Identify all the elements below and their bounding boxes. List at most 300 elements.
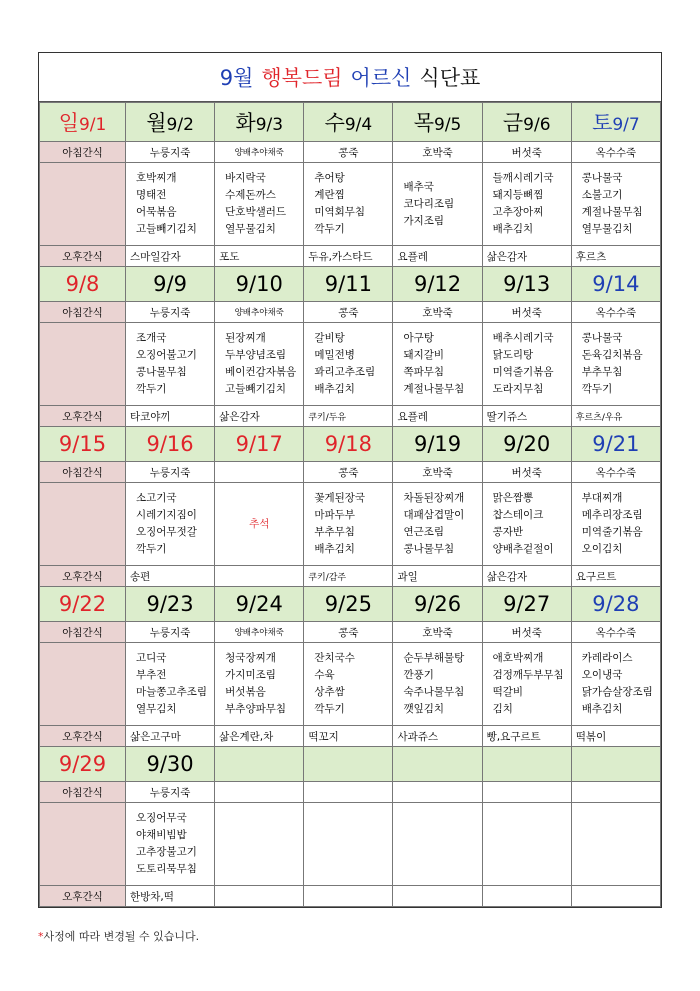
date-cell [304, 747, 393, 782]
menu-item: 고추장아찌 [492, 206, 544, 218]
menu-item: 메추리장조림 [581, 509, 643, 521]
menu-item: 깍두기 [581, 383, 613, 395]
lunch-row [40, 323, 661, 406]
lunch-row [40, 483, 661, 566]
afternoon-snack-cell: 떡볶이 [571, 726, 660, 747]
morning-snack-cell: 누룽지죽 [126, 142, 215, 163]
date-cell [126, 587, 215, 622]
afternoon-snack-cell [482, 886, 571, 907]
afternoon-snack-cell: 스마일감자 [126, 246, 215, 267]
date-label: 9/23 [146, 592, 194, 616]
date-cell [215, 103, 304, 142]
morning-snack-cell: 버섯죽 [482, 622, 571, 643]
afternoon-snack-cell: 요구르트 [571, 566, 660, 587]
menu-item: 깍두기 [314, 223, 345, 235]
date-label: 9/14 [592, 272, 640, 296]
menu-item: 배추김치 [581, 703, 623, 715]
date-label: 9/29 [58, 752, 107, 776]
lunch-row [40, 643, 661, 726]
date-cell [571, 587, 660, 622]
lunch-cell [126, 163, 215, 246]
menu-item: 계절나물무침 [403, 383, 465, 395]
afternoon-snack-cell: 후르츠 [571, 246, 660, 267]
weekday-label: 월 [146, 111, 167, 135]
title-brand: 행복드림 [261, 66, 343, 90]
date-cell [215, 747, 304, 782]
lunch-label-cell [40, 643, 126, 726]
date-label: 9/22 [58, 592, 107, 616]
afternoon-snack-cell: 요플레 [393, 406, 482, 427]
afternoon-snack-cell: 떡꼬지 [304, 726, 393, 747]
menu-item: 꽃게된장국 [314, 492, 366, 504]
lunch-cell [304, 163, 393, 246]
date-label: 9/6 [523, 115, 551, 135]
menu-item: 김치 [492, 703, 513, 715]
afternoon-snack-cell: 삶은고구마 [126, 726, 215, 747]
menu-item: 순두부해물탕 [403, 652, 465, 664]
afternoon-snack-cell: 삶은감자 [482, 246, 571, 267]
menu-item: 상추쌈 [314, 686, 345, 698]
date-row [40, 427, 661, 462]
menu-item: 메밀전병 [314, 349, 355, 361]
lunch-cell [304, 803, 393, 886]
menu-item: 열무물김치 [225, 223, 276, 235]
lunch-cell [482, 163, 571, 246]
lunch-cell [571, 323, 660, 406]
menu-item: 마파두부 [314, 509, 355, 521]
weekday-label: 금 [502, 111, 524, 135]
lunch-cell [215, 323, 304, 406]
menu-item: 고들빼기김치 [136, 223, 197, 235]
morning-snack-cell: 버섯죽 [482, 302, 571, 323]
lunch-cell [304, 323, 393, 406]
page-title [39, 53, 661, 102]
menu-item: 돼지등뼈찜 [492, 189, 544, 201]
afternoon-snack-row [40, 406, 661, 427]
title-suffix: 식단표 [419, 66, 481, 90]
date-cell [571, 103, 660, 142]
afternoon-snack-cell [215, 886, 304, 907]
menu-item: 맑은짬뽕 [492, 492, 534, 504]
morning-snack-row [40, 142, 661, 163]
morning-snack-cell: 콩죽 [304, 462, 393, 483]
menu-item: 배추김치 [492, 223, 534, 235]
menu-item: 고추장불고기 [136, 846, 197, 858]
menu-item: 도라지무침 [492, 383, 544, 395]
menu-item: 수육 [314, 669, 335, 681]
afternoon-snack-cell: 타코야끼 [126, 406, 215, 427]
menu-item: 갈비탕 [314, 332, 345, 344]
lunch-cell [215, 643, 304, 726]
menu-item: 추어탕 [314, 172, 345, 184]
menu-item: 조개국 [136, 332, 167, 344]
date-cell [40, 427, 126, 462]
menu-item: 오이냉국 [581, 669, 623, 681]
afternoon-snack-cell: 삶은감자 [482, 566, 571, 587]
menu-item: 콩자반 [492, 526, 524, 538]
menu-item: 돈육김치볶음 [581, 349, 643, 361]
morning-snack-cell: 호박죽 [393, 302, 482, 323]
morning-snack-cell [482, 782, 571, 803]
date-cell [304, 267, 393, 302]
menu-item: 카레라이스 [581, 652, 633, 664]
menu-item: 어묵볶음 [136, 206, 177, 218]
lunch-label-cell [40, 803, 126, 886]
lunch-row [40, 163, 661, 246]
menu-item: 오이김치 [581, 543, 623, 555]
menu-item: 콩나물무침 [403, 543, 455, 555]
menu-item: 호박찌개 [136, 172, 177, 184]
afternoon-snack-cell [215, 566, 304, 587]
menu-item: 돼지갈비 [403, 349, 445, 361]
menu-item: 부추전 [136, 669, 167, 681]
menu-item: 부추무침 [314, 526, 355, 538]
afternoon-snack-label: 오후간식 [40, 886, 126, 907]
lunch-cell [482, 643, 571, 726]
lunch-cell [304, 483, 393, 566]
menu-item: 깍두기 [136, 543, 167, 555]
menu-item: 쪽파무침 [403, 366, 445, 378]
menu-item: 오징어무젓갈 [136, 526, 197, 538]
afternoon-snack-cell: 쿠키/두유 [304, 406, 393, 427]
menu-item: 배추김치 [314, 383, 355, 395]
date-label: 9/16 [146, 432, 194, 456]
afternoon-snack-cell: 삶은감자 [215, 406, 304, 427]
afternoon-snack-cell: 한방차,떡 [126, 886, 215, 907]
morning-snack-row [40, 782, 661, 803]
afternoon-snack-row [40, 566, 661, 587]
afternoon-snack-label: 오후간식 [40, 726, 126, 747]
menu-item: 아구탕 [403, 332, 434, 344]
date-cell [40, 267, 126, 302]
lunch-cell [571, 483, 660, 566]
morning-snack-cell: 누룽지죽 [126, 782, 215, 803]
date-cell [40, 103, 126, 142]
date-label: 9/21 [592, 432, 640, 456]
date-label: 9/15 [58, 432, 107, 456]
date-cell [126, 747, 215, 782]
date-label: 9/1 [78, 115, 107, 135]
afternoon-snack-cell: 사과쥬스 [393, 726, 482, 747]
lunch-cell [393, 163, 482, 246]
date-row [40, 747, 661, 782]
date-cell [40, 747, 126, 782]
morning-snack-cell [393, 782, 482, 803]
title-month: 9월 [219, 66, 254, 90]
menu-item: 숙주나물무침 [403, 686, 465, 698]
menu-item: 단호박샐러드 [225, 206, 287, 218]
date-label: 9/10 [235, 272, 283, 296]
lunch-cell [482, 803, 571, 886]
morning-snack-cell: 양배추야채죽 [215, 622, 304, 643]
date-label: 9/5 [434, 115, 462, 135]
lunch-label-cell [40, 163, 126, 246]
morning-snack-label: 아침간식 [40, 302, 126, 323]
lunch-cell [304, 643, 393, 726]
lunch-cell [393, 643, 482, 726]
afternoon-snack-cell: 빵,요구르트 [482, 726, 571, 747]
menu-item: 차돌된장찌개 [403, 492, 465, 504]
menu-item: 열무김치 [136, 703, 177, 715]
lunch-cell [393, 323, 482, 406]
weekday-label: 목 [413, 111, 435, 135]
menu-item: 부대찌개 [581, 492, 623, 504]
date-label: 9/27 [503, 592, 551, 616]
morning-snack-cell: 버섯죽 [482, 142, 571, 163]
menu-item: 소고기국 [136, 492, 177, 504]
menu-item: 가지미조림 [225, 669, 276, 681]
menu-item: 열무물김치 [581, 223, 633, 235]
morning-snack-label: 아침간식 [40, 622, 126, 643]
lunch-cell [482, 483, 571, 566]
date-cell [304, 103, 393, 142]
lunch-cell [215, 483, 304, 566]
afternoon-snack-cell: 쿠키/감주 [304, 566, 393, 587]
menu-item: 배추시레기국 [492, 332, 554, 344]
menu-item: 들깨시레기국 [492, 172, 554, 184]
date-cell [304, 587, 393, 622]
menu-item: 된장찌개 [225, 332, 266, 344]
date-cell [393, 427, 482, 462]
morning-snack-cell: 누룽지죽 [126, 302, 215, 323]
title-audience: 어르신 [350, 66, 412, 90]
menu-item: 고들빼기김치 [225, 383, 287, 395]
menu-item: 콩나물무침 [136, 366, 187, 378]
morning-snack-label: 아침간식 [40, 782, 126, 803]
date-cell [482, 747, 571, 782]
menu-item: 시레기지짐이 [136, 509, 197, 521]
lunch-cell [571, 643, 660, 726]
date-label: 9/11 [324, 272, 372, 296]
date-label: 9/20 [503, 432, 551, 456]
date-label: 9/7 [612, 115, 640, 135]
menu-item: 고디국 [136, 652, 167, 664]
menu-item: 부추양파무침 [225, 703, 287, 715]
menu-item: 버섯볶음 [225, 686, 266, 698]
date-label: 9/8 [65, 272, 100, 296]
lunch-cell [571, 163, 660, 246]
morning-snack-cell: 호박죽 [393, 462, 482, 483]
date-row [40, 103, 661, 142]
date-cell [571, 427, 660, 462]
date-row [40, 267, 661, 302]
menu-item: 닭도리탕 [492, 349, 534, 361]
morning-snack-cell: 콩죽 [304, 302, 393, 323]
menu-item: 대패삼겹말이 [403, 509, 465, 521]
morning-snack-cell: 양배추야채죽 [215, 142, 304, 163]
holiday-label: 추석 [249, 517, 270, 530]
morning-snack-row [40, 302, 661, 323]
lunch-cell [215, 163, 304, 246]
date-label: 9/3 [255, 115, 284, 135]
menu-item: 가지조림 [403, 214, 445, 227]
menu-item: 두부양념조림 [225, 349, 287, 361]
weekday-label: 수 [324, 111, 345, 135]
menu-item: 소불고기 [581, 189, 623, 201]
footnote [38, 928, 199, 944]
menu-table [39, 102, 661, 907]
morning-snack-cell [215, 782, 304, 803]
lunch-label-cell [40, 323, 126, 406]
menu-sheet [38, 52, 662, 908]
menu-item: 깍두기 [136, 383, 167, 395]
morning-snack-cell: 옥수수죽 [571, 142, 660, 163]
afternoon-snack-cell: 삶은계란,차 [215, 726, 304, 747]
menu-item: 떡갈비 [492, 686, 524, 698]
menu-item: 콩나물국 [581, 172, 623, 184]
morning-snack-cell: 옥수수죽 [571, 622, 660, 643]
date-label: 9/13 [503, 272, 551, 296]
menu-item: 잔치국수 [314, 652, 355, 664]
date-label: 9/17 [235, 432, 283, 456]
menu-item: 오징어불고기 [136, 349, 197, 361]
menu-item: 깍두기 [314, 703, 345, 715]
afternoon-snack-label: 오후간식 [40, 406, 126, 427]
date-label: 9/28 [592, 592, 640, 616]
lunch-row [40, 803, 661, 886]
menu-item: 야채비빔밥 [136, 829, 187, 841]
date-cell [393, 103, 482, 142]
date-cell [215, 267, 304, 302]
menu-item: 콩나물국 [581, 332, 623, 344]
menu-item: 미역회무침 [314, 206, 366, 218]
menu-item: 청국장찌개 [225, 652, 276, 664]
morning-snack-cell: 호박죽 [393, 622, 482, 643]
date-cell [304, 427, 393, 462]
date-label: 9/19 [413, 432, 462, 456]
date-label: 9/9 [153, 272, 187, 296]
date-label: 9/4 [344, 115, 373, 135]
menu-item: 코다리조림 [403, 197, 455, 210]
lunch-cell [126, 483, 215, 566]
weekday-label: 토 [592, 111, 613, 135]
afternoon-snack-cell: 송편 [126, 566, 215, 587]
afternoon-snack-row [40, 246, 661, 267]
date-label: 9/25 [324, 592, 372, 616]
menu-item: 닭가슴살장조림 [581, 686, 653, 698]
morning-snack-cell: 양배추야채죽 [215, 302, 304, 323]
menu-item: 도토리묵무침 [136, 863, 197, 875]
lunch-cell [393, 803, 482, 886]
weekday-label: 화 [235, 111, 256, 135]
date-cell [126, 427, 215, 462]
menu-item: 마늘쫑고추조림 [136, 686, 208, 698]
date-label: 9/2 [166, 115, 194, 135]
afternoon-snack-cell: 후르츠/우유 [571, 406, 660, 427]
date-cell [571, 267, 660, 302]
morning-snack-row [40, 622, 661, 643]
date-cell [215, 587, 304, 622]
morning-snack-cell: 옥수수죽 [571, 462, 660, 483]
date-label: 9/12 [413, 272, 462, 296]
menu-item: 깻잎김치 [403, 703, 445, 715]
morning-snack-cell [304, 782, 393, 803]
date-cell [482, 103, 571, 142]
menu-item: 배추국 [403, 180, 434, 193]
afternoon-snack-row [40, 726, 661, 747]
morning-snack-label: 아침간식 [40, 462, 126, 483]
date-cell [126, 103, 215, 142]
date-cell [126, 267, 215, 302]
date-cell [393, 587, 482, 622]
date-cell [482, 427, 571, 462]
date-cell [571, 747, 660, 782]
menu-item: 찹스테이크 [492, 509, 544, 521]
date-label: 9/30 [146, 752, 194, 776]
afternoon-snack-label: 오후간식 [40, 246, 126, 267]
date-row [40, 587, 661, 622]
afternoon-snack-cell: 포도 [215, 246, 304, 267]
menu-item: 부추무침 [581, 366, 623, 378]
afternoon-snack-label: 오후간식 [40, 566, 126, 587]
footnote-text: 사정에 따라 변경될 수 있습니다. [43, 930, 200, 943]
afternoon-snack-cell [304, 886, 393, 907]
date-cell [393, 747, 482, 782]
morning-snack-cell [571, 782, 660, 803]
afternoon-snack-cell: 과일 [393, 566, 482, 587]
morning-snack-cell: 버섯죽 [482, 462, 571, 483]
date-cell [215, 427, 304, 462]
afternoon-snack-cell: 요플레 [393, 246, 482, 267]
morning-snack-row [40, 462, 661, 483]
date-label: 9/18 [324, 432, 372, 456]
afternoon-snack-row [40, 886, 661, 907]
morning-snack-cell: 호박죽 [393, 142, 482, 163]
lunch-cell [126, 803, 215, 886]
menu-item: 미역줄기볶음 [492, 366, 554, 378]
lunch-cell [215, 803, 304, 886]
morning-snack-cell: 옥수수죽 [571, 302, 660, 323]
morning-snack-cell: 누룽지죽 [126, 622, 215, 643]
afternoon-snack-cell: 두유,카스타드 [304, 246, 393, 267]
date-label: 9/26 [413, 592, 462, 616]
morning-snack-cell: 콩죽 [304, 142, 393, 163]
lunch-cell [126, 323, 215, 406]
menu-item: 미역줄기볶음 [581, 526, 643, 538]
lunch-cell [482, 323, 571, 406]
menu-item: 깐풍기 [403, 669, 434, 681]
menu-item: 계란찜 [314, 189, 345, 201]
afternoon-snack-cell [393, 886, 482, 907]
menu-item: 명태전 [136, 189, 167, 201]
date-cell [40, 587, 126, 622]
lunch-label-cell [40, 483, 126, 566]
menu-item: 양배추겉절이 [492, 543, 554, 555]
menu-item: 연근조림 [403, 526, 445, 538]
menu-item: 배추김치 [314, 543, 355, 555]
afternoon-snack-cell [571, 886, 660, 907]
menu-item: 꽈리고추조림 [314, 366, 376, 378]
menu-item: 베이컨감자볶음 [225, 366, 297, 378]
lunch-cell [126, 643, 215, 726]
morning-snack-cell [215, 462, 304, 483]
menu-item: 검정깨두부무침 [492, 669, 564, 681]
morning-snack-cell: 누룽지죽 [126, 462, 215, 483]
afternoon-snack-cell: 딸기쥬스 [482, 406, 571, 427]
date-label: 9/24 [235, 592, 283, 616]
menu-item: 수제돈까스 [225, 189, 276, 201]
date-cell [393, 267, 482, 302]
morning-snack-cell: 콩죽 [304, 622, 393, 643]
weekday-label: 일 [58, 111, 79, 135]
menu-item: 오징어무국 [136, 812, 187, 824]
date-cell [482, 267, 571, 302]
menu-item: 계절나물무침 [581, 206, 643, 218]
lunch-cell [393, 483, 482, 566]
lunch-cell [571, 803, 660, 886]
footnote-star: * [38, 930, 44, 943]
menu-item: 애호박찌개 [492, 652, 544, 664]
